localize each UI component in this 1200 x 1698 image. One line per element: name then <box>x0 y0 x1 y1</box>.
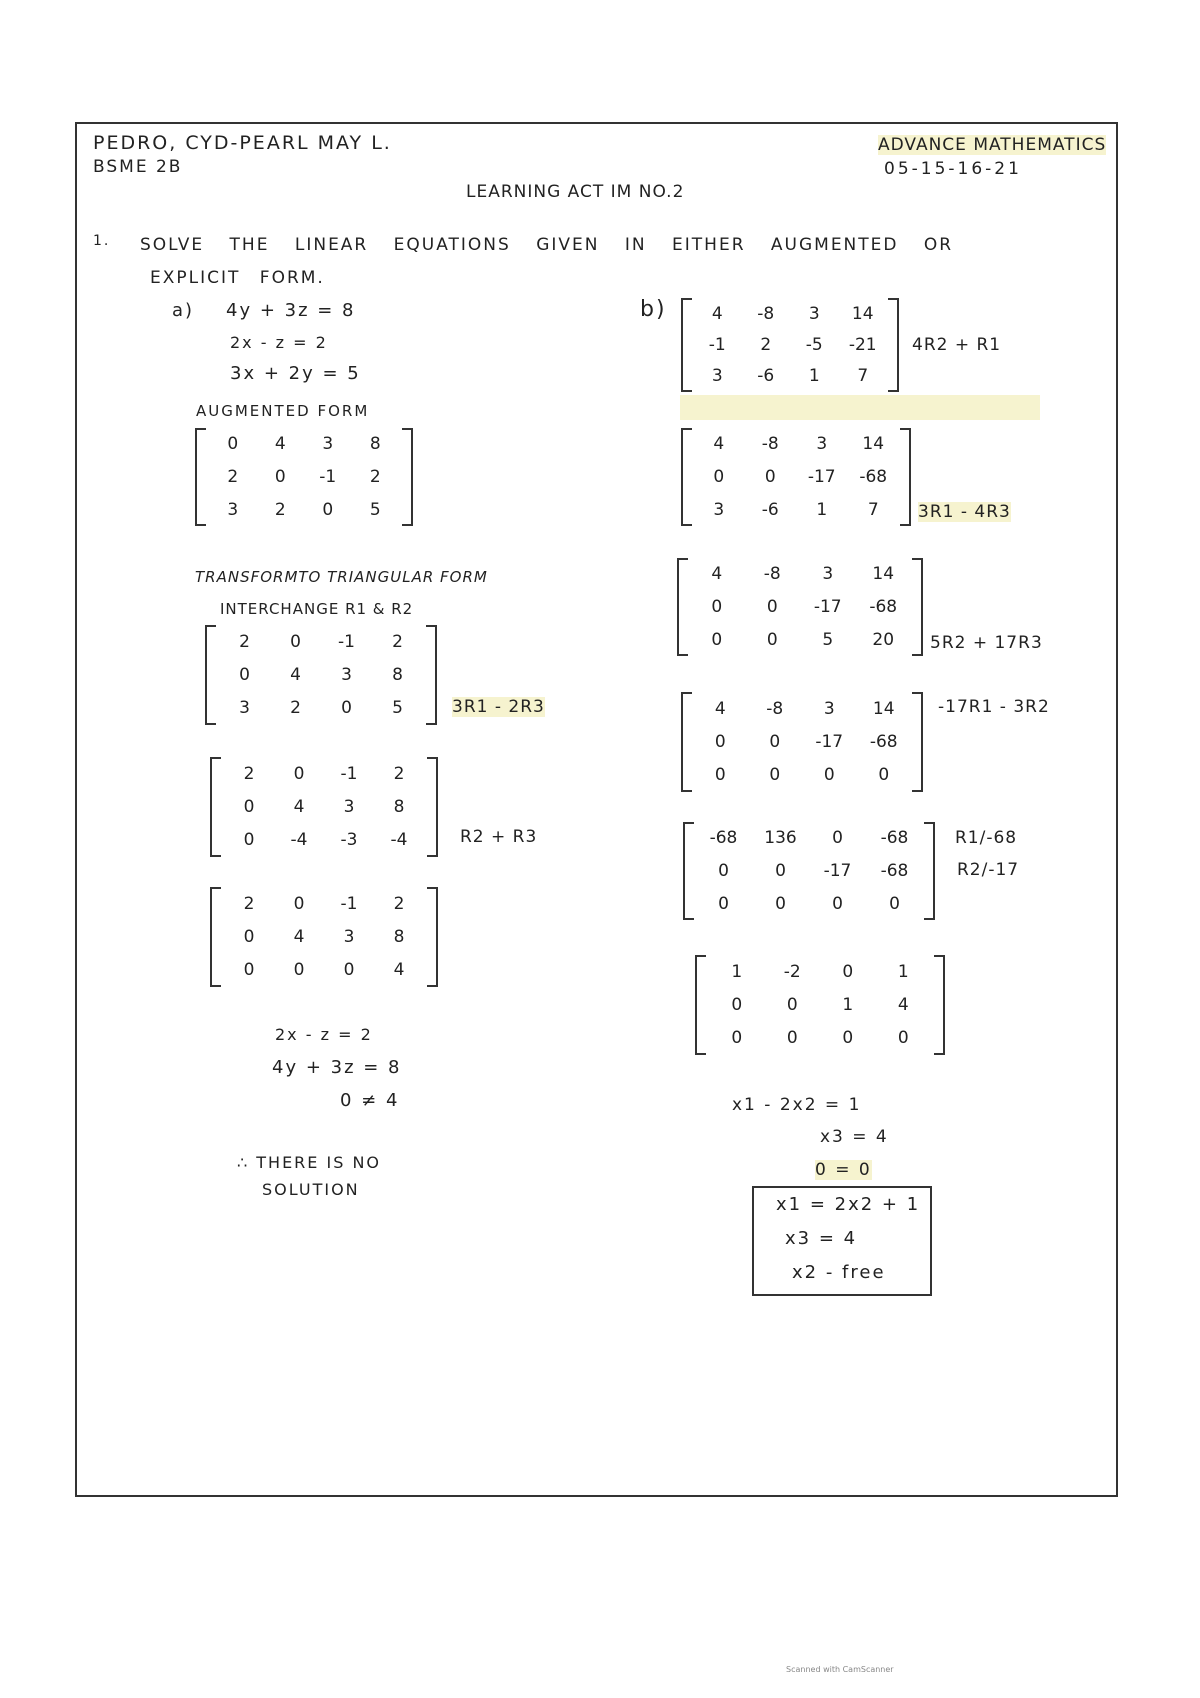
matrix-entry: 0 <box>293 893 305 914</box>
matrix-entry: -68 <box>880 860 909 881</box>
matrix-entry: -6 <box>757 366 775 387</box>
matrix-entry: 3 <box>341 664 352 685</box>
matrix-b-5 <box>683 822 935 920</box>
scanner-watermark: Scanned with CamScanner <box>786 1665 894 1674</box>
matrix-entry: -68 <box>859 466 888 487</box>
matrix-entry: 2 <box>290 698 301 719</box>
matrix-entry: 0 <box>243 796 255 817</box>
matrix-entry: 3 <box>816 434 828 455</box>
matrix-entry: 0 <box>897 1028 909 1049</box>
matrix-entry: 3 <box>822 564 834 585</box>
student-name: PEDRO, CYD-PEARL MAY L. <box>93 132 392 154</box>
matrix-entry: 8 <box>393 926 405 947</box>
matrix-entry: 0 <box>832 828 843 849</box>
matrix-entry: 0 <box>243 960 255 981</box>
matrix-entry: 8 <box>392 664 403 685</box>
matrix-entry: 4 <box>293 796 305 817</box>
result-equation: x3 = 4 <box>820 1127 889 1147</box>
matrix-b-4 <box>681 692 923 792</box>
activity-date: 05-15-16-21 <box>884 159 1022 179</box>
matrix-entry: -4 <box>390 830 408 851</box>
matrix-entry: 0 <box>769 731 781 752</box>
matrix-entry: 3 <box>808 303 820 324</box>
conclusion: ∴ THERE IS NO <box>237 1153 382 1172</box>
matrix-entry: 0 <box>832 893 843 914</box>
row-operation: R2/-17 <box>957 860 1020 880</box>
matrix-entry: 2 <box>392 631 403 652</box>
matrix-entry: -3 <box>340 830 358 851</box>
matrix-entry: 4 <box>711 303 723 324</box>
matrix-entry: 0 <box>239 664 250 685</box>
transform-label: TRANSFORMTO TRIANGULAR FORM <box>195 568 488 586</box>
matrix-entry: 0 <box>769 765 781 786</box>
matrix-step-1 <box>205 625 437 725</box>
matrix-entry: 2 <box>393 763 405 784</box>
matrix-entry: -21 <box>848 334 877 355</box>
matrix-entry: -17 <box>823 860 852 881</box>
part-b-label: b) <box>640 297 667 322</box>
matrix-entry: -4 <box>290 830 308 851</box>
matrix-entry: 0 <box>786 994 798 1015</box>
matrix-entry: 1 <box>808 366 820 387</box>
matrix-entry: 1 <box>897 961 909 982</box>
boxed-answer: x2 - free <box>792 1262 886 1283</box>
matrix-entry: 4 <box>293 926 305 947</box>
matrix-entry: 8 <box>393 796 405 817</box>
matrix-entry: 14 <box>872 698 895 719</box>
matrix-entry: -17 <box>813 596 842 617</box>
matrix-entry: 0 <box>293 763 305 784</box>
matrix-step-2 <box>210 757 438 857</box>
augmented-form-label: AUGMENTED FORM <box>196 402 370 420</box>
matrix-entry: 4 <box>393 960 405 981</box>
row-operation: -17R1 - 3R2 <box>938 697 1050 717</box>
matrix-entry: -1 <box>319 466 337 487</box>
matrix-entry: 0 <box>243 830 255 851</box>
matrix-entry: 0 <box>775 893 786 914</box>
subject-title: ADVANCE MATHEMATICS <box>878 135 1107 155</box>
matrix-entry: -6 <box>761 499 779 520</box>
matrix-entry: 2 <box>274 499 286 520</box>
row-operation: R2 + R3 <box>460 827 538 847</box>
matrix-entry: 4 <box>714 698 726 719</box>
matrix-entry: 3 <box>227 499 239 520</box>
result-equation: 4y + 3z = 8 <box>272 1057 402 1078</box>
matrix-entry: 2 <box>239 631 250 652</box>
matrix-entry: 4 <box>274 434 286 455</box>
matrix-entry: 4 <box>711 564 723 585</box>
row-operation: 5R2 + 17R3 <box>930 633 1043 653</box>
row-operation: R1/-68 <box>955 828 1018 848</box>
matrix-entry: -8 <box>757 303 775 324</box>
result-equation: 0 ≠ 4 <box>340 1090 400 1111</box>
matrix-entry: -1 <box>338 631 355 652</box>
matrix-entry: 14 <box>851 303 874 324</box>
matrix-entry: 0 <box>731 994 743 1015</box>
matrix-entry: 0 <box>290 631 301 652</box>
matrix-b-2 <box>681 428 911 526</box>
result-equation: x1 - 2x2 = 1 <box>732 1095 862 1115</box>
part-a-equation: 2x - z = 2 <box>230 333 328 352</box>
matrix-entry: -68 <box>709 828 738 849</box>
matrix-entry: -17 <box>815 731 844 752</box>
matrix-entry: 2 <box>369 466 381 487</box>
matrix-entry: 0 <box>274 466 286 487</box>
augmented-matrix <box>195 428 413 526</box>
matrix-entry: 0 <box>718 860 729 881</box>
matrix-entry: 5 <box>369 499 381 520</box>
matrix-entry: 0 <box>343 960 355 981</box>
matrix-entry: -2 <box>783 961 801 982</box>
matrix-entry: 0 <box>711 596 723 617</box>
matrix-entry: 20 <box>872 629 895 650</box>
matrix-entry: 0 <box>718 893 729 914</box>
activity-title: LEARNING ACT IM NO.2 <box>466 182 685 202</box>
matrix-entry: 0 <box>713 466 725 487</box>
matrix-entry: 14 <box>872 564 895 585</box>
matrix-entry: 0 <box>889 893 900 914</box>
matrix-entry: -1 <box>340 893 358 914</box>
matrix-entry: 0 <box>764 466 776 487</box>
problem-line-2: EXPLICIT FORM. <box>150 268 325 288</box>
matrix-entry: 0 <box>766 629 778 650</box>
matrix-entry: 3 <box>239 698 250 719</box>
matrix-entry: 0 <box>293 960 305 981</box>
part-a-equation: 3x + 2y = 5 <box>230 363 361 384</box>
matrix-b-6 <box>695 955 945 1055</box>
matrix-entry: 1 <box>816 499 828 520</box>
matrix-entry: 2 <box>393 893 405 914</box>
matrix-entry: 0 <box>714 765 726 786</box>
matrix-entry: 3 <box>823 698 835 719</box>
matrix-entry: 0 <box>842 961 854 982</box>
matrix-entry: 7 <box>857 366 869 387</box>
matrix-entry: 3 <box>343 926 355 947</box>
matrix-entry: -68 <box>880 828 909 849</box>
matrix-entry: 3 <box>322 434 334 455</box>
matrix-entry: -5 <box>805 334 823 355</box>
matrix-entry: -1 <box>708 334 726 355</box>
matrix-entry: 0 <box>322 499 334 520</box>
part-a-label: a) <box>172 300 195 321</box>
matrix-entry: 0 <box>766 596 778 617</box>
matrix-entry: 2 <box>760 334 772 355</box>
matrix-entry: 14 <box>862 434 885 455</box>
matrix-entry: 0 <box>786 1028 798 1049</box>
matrix-entry: 5 <box>392 698 403 719</box>
matrix-entry: 0 <box>243 926 255 947</box>
matrix-entry: 0 <box>878 765 890 786</box>
matrix-entry: -1 <box>340 763 358 784</box>
matrix-entry: -68 <box>869 731 898 752</box>
highlighter-mark <box>680 395 1040 420</box>
student-section: BSME 2B <box>93 157 183 177</box>
matrix-entry: 2 <box>227 466 239 487</box>
matrix-entry: 0 <box>341 698 352 719</box>
matrix-entry: 4 <box>713 434 725 455</box>
row-operation: 4R2 + R1 <box>912 335 1002 355</box>
matrix-entry: 1 <box>731 961 743 982</box>
matrix-entry: -8 <box>763 564 781 585</box>
matrix-entry: 8 <box>369 434 381 455</box>
matrix-entry: -8 <box>766 698 784 719</box>
matrix-entry: 2 <box>243 763 255 784</box>
result-equation: 2x - z = 2 <box>275 1025 373 1044</box>
matrix-entry: 3 <box>711 366 723 387</box>
matrix-entry: 1 <box>842 994 854 1015</box>
row-operation: 3R1 - 2R3 <box>452 697 545 717</box>
problem-line-1: SOLVE THE LINEAR EQUATIONS GIVEN IN EITHER AUGMENTED OR <box>140 235 954 255</box>
matrix-entry: 4 <box>897 994 909 1015</box>
matrix-entry: 7 <box>867 499 879 520</box>
matrix-b-1 <box>681 298 899 392</box>
matrix-entry: 0 <box>714 731 726 752</box>
result-equation: 0 = 0 <box>815 1160 872 1180</box>
boxed-answer: x1 = 2x2 + 1 <box>776 1194 921 1215</box>
matrix-entry: 0 <box>731 1028 743 1049</box>
part-a-equation: 4y + 3z = 8 <box>226 300 356 321</box>
matrix-entry: -17 <box>807 466 836 487</box>
matrix-entry: 0 <box>711 629 723 650</box>
conclusion: SOLUTION <box>262 1180 360 1199</box>
matrix-entry: -8 <box>761 434 779 455</box>
row-operation: 3R1 - 4R3 <box>918 502 1011 522</box>
boxed-answer: x3 = 4 <box>785 1228 858 1249</box>
matrix-entry: 136 <box>764 828 797 849</box>
matrix-entry: 2 <box>243 893 255 914</box>
matrix-entry: 3 <box>343 796 355 817</box>
matrix-entry: 4 <box>290 664 301 685</box>
matrix-entry: 5 <box>822 629 834 650</box>
matrix-entry: -68 <box>869 596 898 617</box>
matrix-step-3 <box>210 887 438 987</box>
matrix-entry: 0 <box>227 434 239 455</box>
matrix-entry: 3 <box>713 499 725 520</box>
problem-number: 1. <box>93 233 111 249</box>
matrix-entry: 0 <box>823 765 835 786</box>
matrix-b-3 <box>677 558 923 656</box>
matrix-entry: 0 <box>775 860 786 881</box>
interchange-label: INTERCHANGE R1 & R2 <box>220 600 414 618</box>
matrix-entry: 0 <box>842 1028 854 1049</box>
